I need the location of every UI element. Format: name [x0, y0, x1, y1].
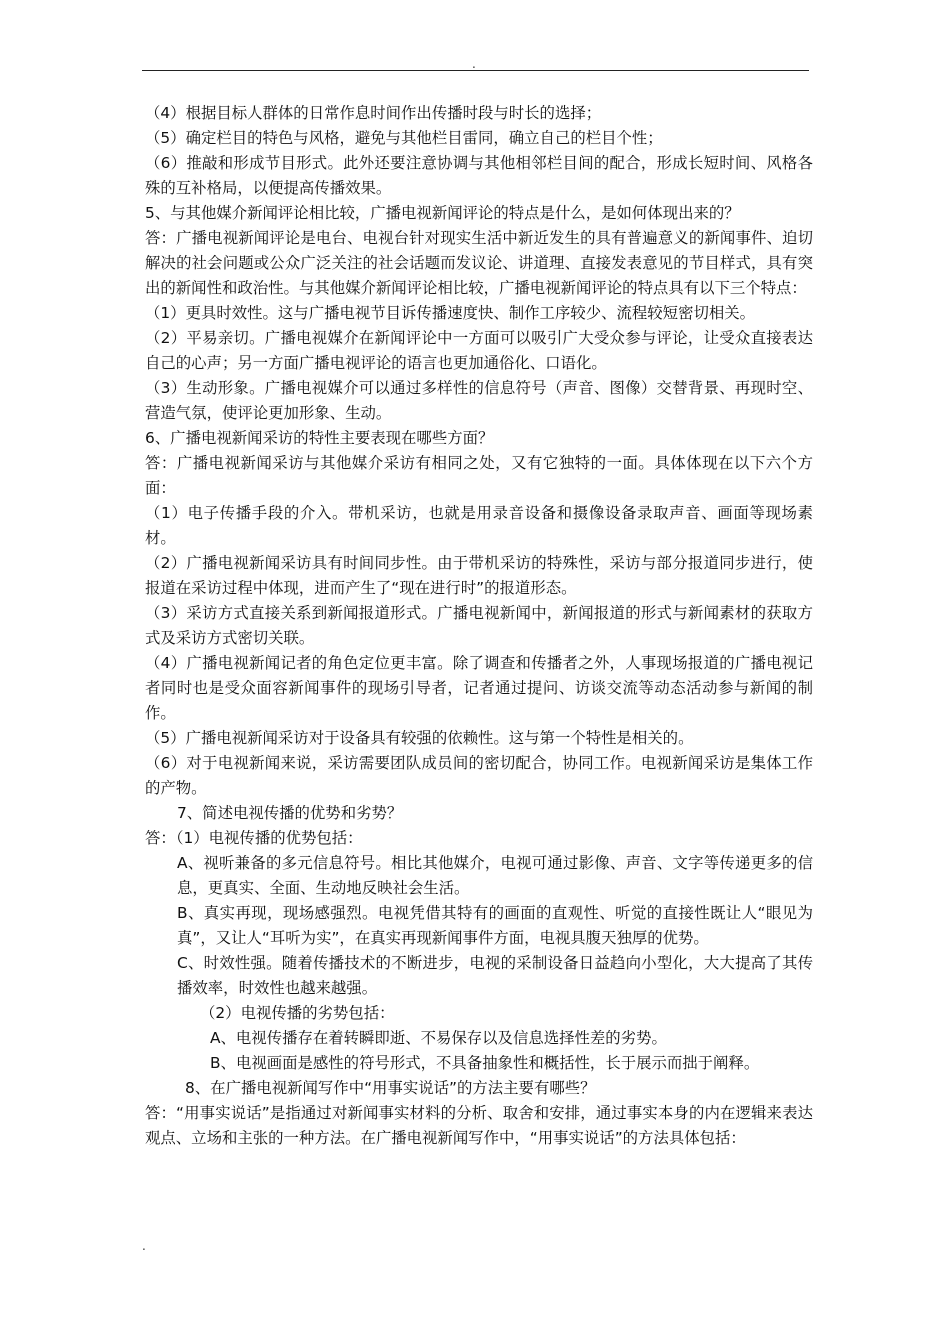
paragraph: （2）电视传播的劣势包括：	[200, 1004, 395, 1022]
paragraph: B、电视画面是感性的符号形式，不具备抽象性和概括性，长于展示而拙于阐释。	[210, 1054, 760, 1072]
paragraph: （6）对于电视新闻来说，采访需要团队成员间的密切配合，协同工作。电视新闻采访是集体工作的产物。	[145, 754, 813, 797]
question-heading: 6、广播电视新闻采访的特性主要表现在哪些方面？	[145, 429, 494, 447]
header-mark: .	[472, 57, 476, 71]
footer-mark: .	[142, 1239, 146, 1253]
answer-paragraph: 答：广播电视新闻评论是电台、电视台针对现实生活中新近发生的具有普遍意义的新闻事件、迫切解决的社会问题或公众广泛关注的社会话题而发议论、讲道理、直接发表意见的节目样式，具有突出的新闻性和政治性。与其他媒介新闻评论相比较，广播电视新闻评论的特点具有以下三个特点：	[145, 229, 813, 297]
paragraph: （5）广播电视新闻采访对于设备具有较强的依赖性。这与第一个特性是相关的。	[145, 729, 694, 747]
paragraph: A、视听兼备的多元信息符号。相比其他媒介，电视可通过影像、声音、文字等传递更多的信息，更真实、全面、生动地反映社会生活。	[177, 854, 813, 897]
paragraph: （3）采访方式直接关系到新闻报道形式。广播电视新闻中，新闻报道的形式与新闻素材的获取方式及采访方式密切关联。	[145, 604, 813, 647]
paragraph: （4）广播电视新闻记者的角色定位更丰富。除了调查和传播者之外，人事现场报道的广播电视记者同时也是受众面容新闻事件的现场引导者，记者通过提问、访谈交流等动态活动参与新闻的制作。	[145, 654, 813, 722]
paragraph: （5）确定栏目的特色与风格，避免与其他栏目雷同，确立自己的栏目个性；	[145, 129, 663, 147]
header-rule	[142, 70, 809, 71]
paragraph: （2）平易亲切。广播电视媒介在新闻评论中一方面可以吸引广大受众参与评论，让受众直接表达自己的心声；另一方面广播电视评论的语言也更加通俗化、口语化。	[145, 329, 813, 372]
paragraph: （3）生动形象。广播电视媒介可以通过多样性的信息符号（声音、图像）交替背景、再现时空、营造气氛，使评论更加形象、生动。	[145, 379, 813, 422]
paragraph: B、真实再现，现场感强烈。电视凭借其特有的画面的直观性、听觉的直接性既让人“眼见为真”，又让人“耳听为实”，在真实再现新闻事件方面，电视具腹天独厚的优势。	[177, 904, 813, 947]
paragraph: （6）推敲和形成节目形式。此外还要注意协调与其他相邻栏目间的配合，形成长短时间、风格各殊的互补格局，以便提高传播效果。	[145, 154, 813, 197]
question-heading: 5、与其他媒介新闻评论相比较，广播电视新闻评论的特点是什么，是如何体现出来的？	[145, 204, 740, 222]
answer-paragraph: 答：“用事实说话”是指通过对新闻事实材料的分析、取舍和安排，通过事实本身的内在逻辑来表达观点、立场和主张的一种方法。在广播电视新闻写作中，“用事实说话”的方法具体包括：	[145, 1104, 813, 1147]
question-heading: 8、在广播电视新闻写作中“用事实说话”的方法主要有哪些？	[185, 1079, 596, 1097]
paragraph: C、时效性强。随着传播技术的不断进步，电视的采制设备日益趋向小型化，大大提高了其传播效率，时效性也越来越强。	[177, 954, 813, 997]
question-heading: 7、简述电视传播的优势和劣势？	[177, 804, 403, 822]
paragraph: （4）根据目标人群体的日常作息时间作出传播时段与时长的选择；	[145, 104, 602, 122]
paragraph: A、电视传播存在着转瞬即逝、不易保存以及信息选择性差的劣势。	[210, 1029, 667, 1047]
paragraph: （2）广播电视新闻采访具有时间同步性。由于带机采访的特殊性，采访与部分报道同步进行，使报道在采访过程中体现，进而产生了“现在进行时”的报道形态。	[145, 554, 813, 597]
answer-paragraph: 答：（1）电视传播的优势包括：	[145, 829, 363, 847]
answer-paragraph: 答：广播电视新闻采访与其他媒介采访有相同之处，又有它独特的一面。具体体现在以下六个方面：	[145, 454, 813, 497]
document-body	[145, 101, 813, 1151]
paragraph: （1）电子传播手段的介入。带机采访，也就是用录音设备和摄像设备录取声音、画面等现场素材。	[145, 504, 813, 547]
paragraph: （1）更具时效性。这与广播电视节目诉传播速度快、制作工序较少、流程较短密切相关。	[145, 304, 756, 322]
